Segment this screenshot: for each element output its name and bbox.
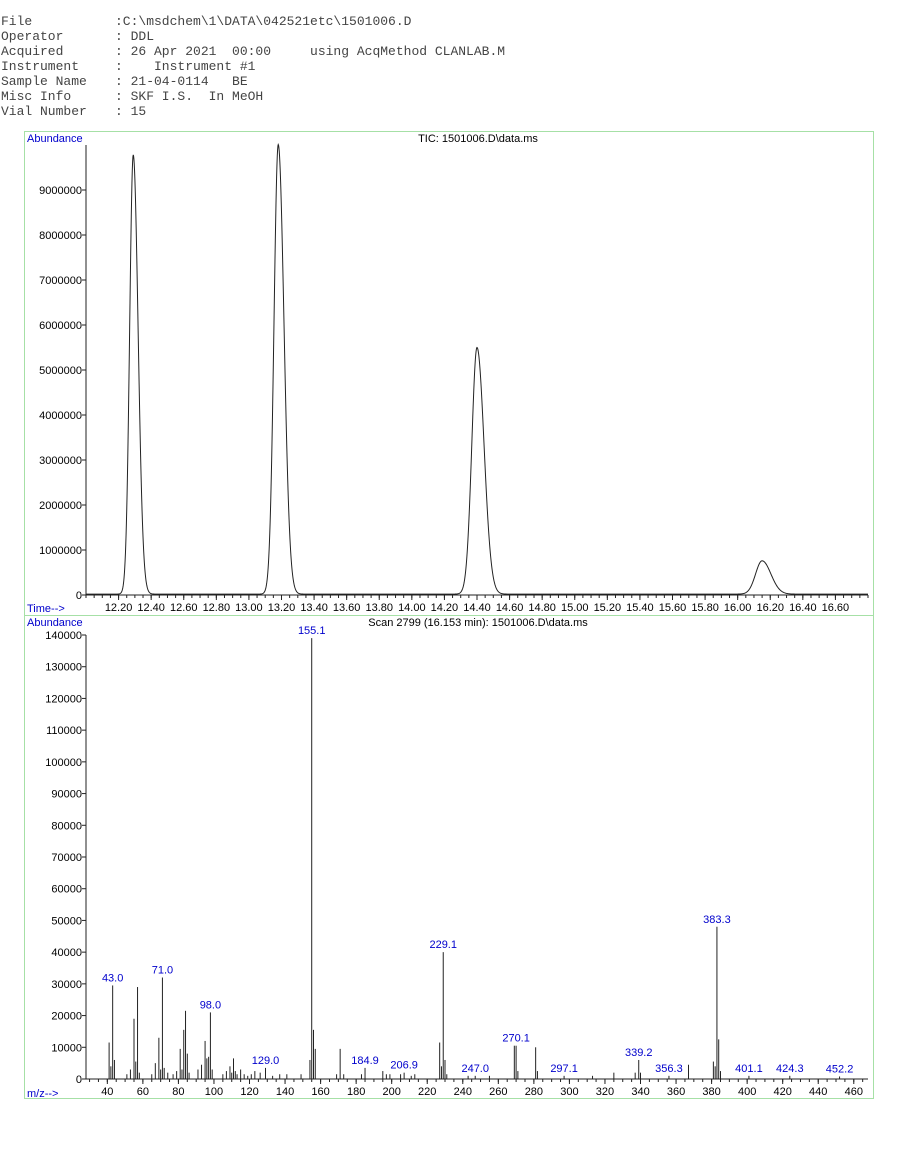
- header-value: : Instrument #1: [115, 59, 256, 74]
- tic-x-tick-label: 13.40: [300, 602, 328, 614]
- tic-y-tick-label: 3000000: [39, 455, 82, 467]
- header-key: Misc Info: [1, 89, 72, 104]
- ms-peak-label: 424.3: [776, 1062, 804, 1075]
- ms-y-tick-label: 10000: [51, 1042, 82, 1055]
- ms-x-tick-label: 80: [172, 1086, 185, 1098]
- ms-peak-label: 98.0: [199, 999, 222, 1012]
- ms-x-tick-label: 120: [240, 1086, 259, 1098]
- ms-x-tick-label: 440: [809, 1086, 828, 1098]
- ms-y-tick-label: 30000: [51, 978, 82, 991]
- ms-peak-label: 297.1: [550, 1062, 578, 1075]
- tic-x-tick-label: 12.20: [104, 602, 133, 614]
- tic-x-tick-label: 12.60: [169, 602, 198, 614]
- mass-spectrum: [25, 616, 874, 1101]
- tic-x-tick-label: 14.80: [528, 602, 556, 614]
- ms-y-tick-label: 50000: [51, 915, 82, 928]
- ms-y-tick-label: 110000: [46, 725, 82, 738]
- tic-x-tick-label: 15.00: [560, 602, 589, 614]
- ms-y-tick-label: 140000: [45, 630, 82, 642]
- ms-x-axis-label: m/z-->: [27, 1088, 59, 1100]
- tic-x-axis-label: Time-->: [27, 603, 65, 615]
- ms-x-tick-label: 260: [489, 1086, 508, 1098]
- ms-peak-label: 339.2: [624, 1046, 653, 1059]
- ms-frame: [25, 616, 874, 1099]
- ms-x-tick-label: 140: [275, 1086, 295, 1098]
- ms-x-tick-label: 60: [136, 1086, 149, 1098]
- tic-x-tick-label: 14.60: [495, 602, 524, 614]
- ms-x-tick-label: 160: [311, 1086, 330, 1098]
- ms-y-tick-label: 40000: [51, 947, 82, 960]
- ms-x-tick-label: 180: [346, 1086, 366, 1098]
- ms-y-tick-label: 100000: [45, 756, 82, 769]
- tic-chromatogram: [25, 132, 874, 616]
- ms-y-tick-label: 80000: [51, 820, 82, 833]
- ms-x-tick-label: 220: [418, 1086, 437, 1098]
- header-value: : 21-04-0114 BE: [115, 74, 248, 89]
- header-key: Instrument: [1, 59, 80, 74]
- ms-peak-label: 383.3: [703, 913, 731, 926]
- ms-x-tick-label: 400: [737, 1086, 757, 1098]
- ms-peak-label: 206.9: [390, 1059, 418, 1072]
- header-key: Operator: [1, 29, 64, 44]
- ms-x-tick-label: 40: [101, 1086, 114, 1098]
- ms-y-tick-label: 90000: [51, 788, 82, 801]
- ms-peak-label: 356.3: [655, 1062, 683, 1075]
- header-key: Vial Number: [1, 104, 87, 119]
- tic-y-tick-label: 7000000: [39, 275, 82, 287]
- tic-y-tick-label: 1000000: [39, 545, 82, 557]
- tic-y-tick-label: 4000000: [39, 410, 82, 422]
- ms-y-tick-label: 120000: [45, 693, 82, 706]
- ms-x-tick-label: 340: [631, 1086, 650, 1098]
- tic-x-tick-label: 14.20: [430, 602, 459, 614]
- header-value: : 26 Apr 2021 00:00 using AcqMethod CLANLAB.M: [115, 44, 506, 59]
- tic-x-tick-label: 15.60: [658, 602, 687, 614]
- tic-x-tick-label: 15.40: [626, 602, 654, 614]
- header-key: Acquired: [1, 44, 64, 59]
- ms-peak-label: 129.0: [251, 1054, 280, 1067]
- tic-x-tick-label: 16.00: [723, 602, 752, 614]
- ms-y-tick-label: 130000: [45, 661, 82, 674]
- tic-frame: [25, 132, 874, 616]
- ms-x-tick-label: 460: [844, 1086, 863, 1098]
- header-key: File: [1, 14, 33, 29]
- tic-x-tick-label: 14.00: [398, 602, 426, 614]
- ms-x-tick-label: 300: [560, 1086, 579, 1098]
- tic-y-tick-label: 0: [75, 590, 82, 602]
- ms-peak-label: 452.2: [825, 1063, 854, 1076]
- tic-x-tick-label: 15.20: [593, 602, 622, 614]
- tic-x-tick-label: 13.60: [332, 602, 361, 614]
- ms-y-tick-label: 60000: [51, 883, 82, 896]
- ms-y-tick-label: 0: [75, 1074, 82, 1086]
- header-value: : SKF I.S. In MeOH: [115, 89, 264, 104]
- header-value: :C:\msdchem\1\DATA\042521etc\1501006.D: [115, 14, 412, 29]
- header-value: : 15: [115, 104, 147, 119]
- ms-y-axis-label: Abundance: [27, 617, 83, 629]
- tic-x-tick-label: 13.00: [235, 602, 263, 614]
- ms-x-tick-label: 360: [666, 1086, 686, 1098]
- ms-title: Scan 2799 (16.153 min): 1501006.D\data.ms: [368, 617, 588, 629]
- tic-x-tick-label: 14.40: [463, 602, 491, 614]
- tic-y-axis-label: Abundance: [27, 133, 83, 145]
- ms-peak-label: 270.1: [502, 1032, 530, 1045]
- tic-x-tick-label: 16.60: [821, 602, 850, 614]
- header-key: Sample Name: [1, 74, 87, 89]
- ms-peak-label: 401.1: [735, 1062, 763, 1075]
- ms-x-tick-label: 380: [702, 1086, 721, 1098]
- tic-y-tick-label: 9000000: [39, 185, 82, 197]
- ms-peak-label: 43.0: [101, 972, 124, 985]
- ms-x-tick-label: 200: [382, 1086, 401, 1098]
- ms-x-tick-label: 280: [524, 1086, 544, 1098]
- ms-x-tick-label: 420: [773, 1086, 792, 1098]
- tic-y-tick-label: 6000000: [39, 320, 82, 332]
- tic-y-tick-label: 2000000: [39, 500, 82, 512]
- header-value: : DDL: [115, 29, 155, 44]
- tic-x-tick-label: 16.20: [756, 602, 785, 614]
- tic-x-tick-label: 15.80: [691, 602, 719, 614]
- ms-x-tick-label: 100: [204, 1086, 224, 1098]
- tic-x-tick-label: 12.80: [202, 602, 231, 614]
- tic-x-tick-label: 12.40: [137, 602, 165, 614]
- ms-peak-label: 229.1: [429, 939, 457, 952]
- ms-peak-label: 184.9: [351, 1054, 379, 1067]
- tic-x-tick-label: 13.80: [365, 602, 394, 614]
- tic-x-tick-label: 16.40: [789, 602, 817, 614]
- tic-y-tick-label: 8000000: [39, 230, 82, 242]
- ms-y-tick-label: 70000: [51, 852, 82, 864]
- tic-title: TIC: 1501006.D\data.ms: [418, 133, 538, 145]
- ms-x-tick-label: 240: [453, 1086, 472, 1098]
- tic-trace-line: [86, 145, 868, 595]
- tic-x-tick-label: 13.20: [267, 602, 296, 614]
- ms-peak-label: 155.1: [297, 625, 326, 638]
- ms-x-tick-label: 320: [595, 1086, 615, 1098]
- ms-y-tick-label: 20000: [51, 1010, 82, 1023]
- tic-y-tick-label: 5000000: [39, 365, 82, 377]
- ms-peak-label: 71.0: [151, 964, 174, 977]
- ms-peak-label: 247.0: [461, 1062, 489, 1075]
